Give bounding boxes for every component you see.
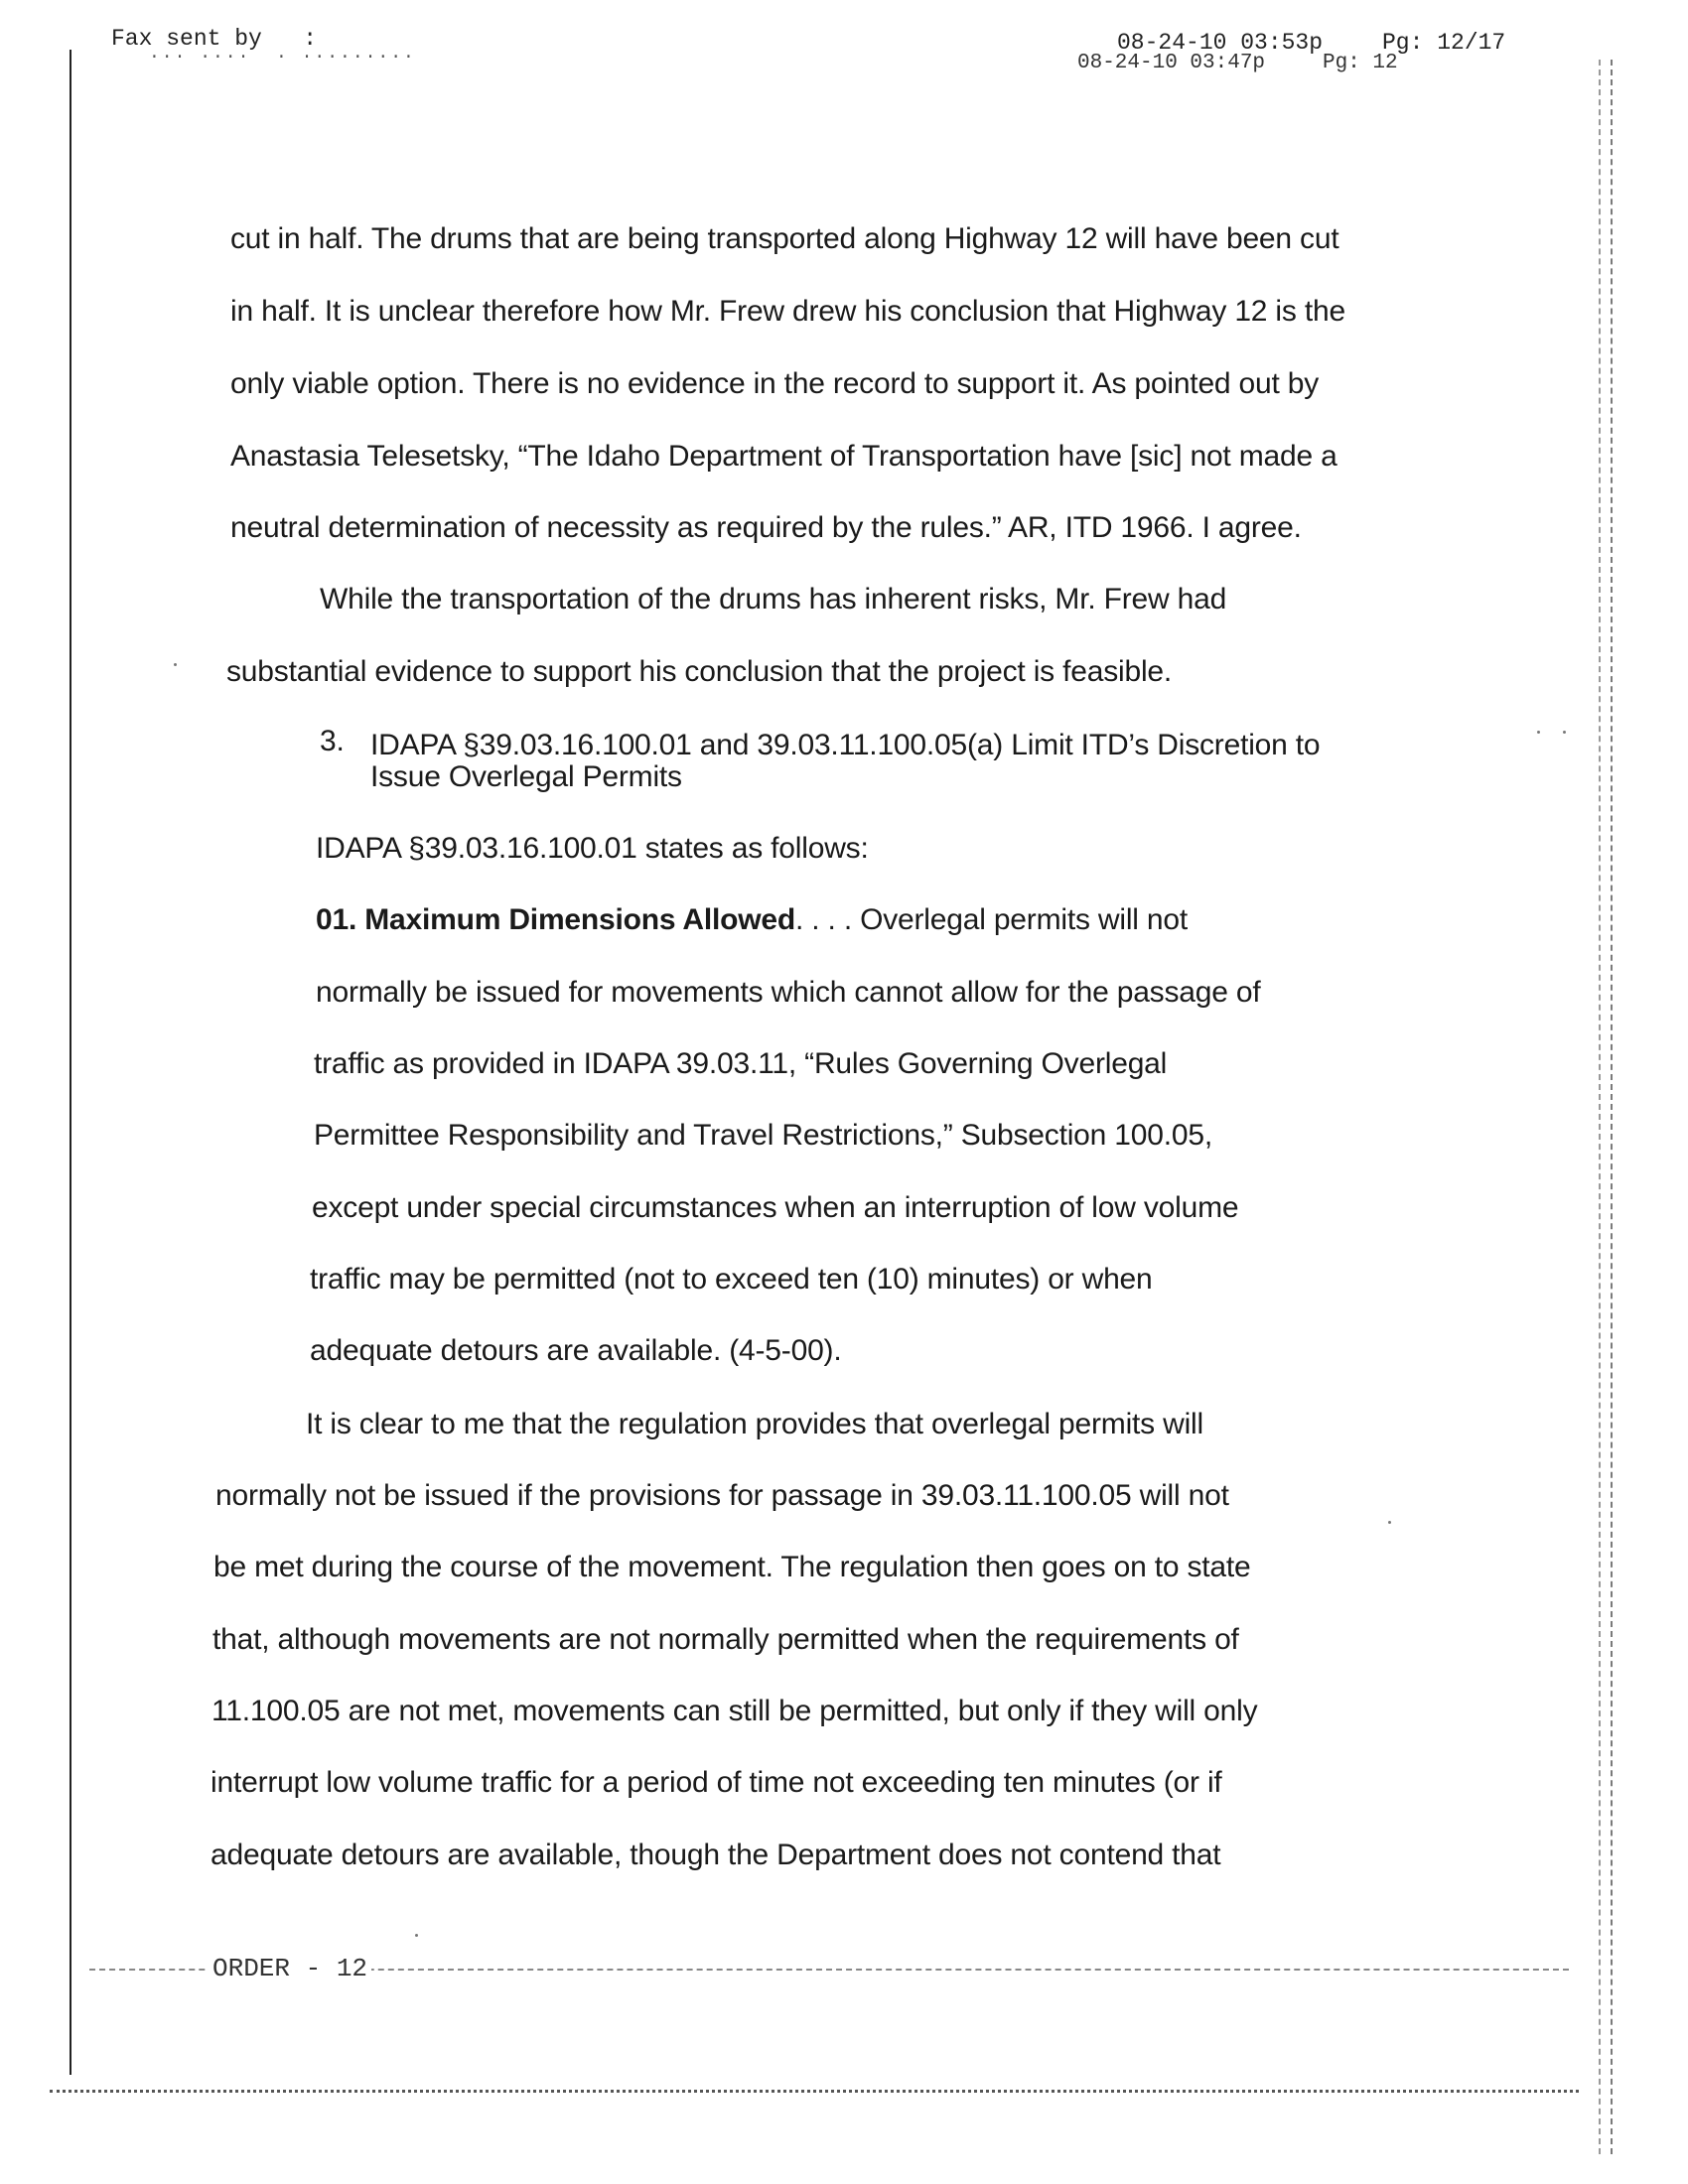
scan-speck [174, 663, 177, 666]
body-line: substantial evidence to support his conclusion that the project is feasible. [226, 655, 1173, 688]
quote-first-line [316, 903, 1188, 937]
body-line: only viable option. There is no evidence in the record to support it. As pointed out by [230, 367, 1320, 400]
body-line: that, although movements are not normally permitted when the requirements of [212, 1623, 1239, 1656]
section-number: 3. [320, 725, 345, 757]
quote-bold-lead: 01. Maximum Dimensions Allowed [316, 903, 796, 936]
quote-line: adequate detours are available. (4-5-00). [310, 1334, 842, 1367]
section-heading-line: Issue Overlegal Permits [370, 760, 682, 793]
body-line: 11.100.05 are not met, movements can still be permitted, but only if they will only [211, 1695, 1258, 1727]
body-line: Anastasia Telesetsky, “The Idaho Department of Transportation have [sic] not made a [230, 440, 1337, 473]
body-line: interrupt low volume traffic for a period of time not exceeding ten minutes (or if [211, 1766, 1222, 1799]
fax-underlay-page: Pg: 12 [1323, 52, 1398, 74]
fax-sent-by-underlay: ... .... . ......... [149, 44, 416, 64]
quote-line: normally be issued for movements which cannot allow for the passage of [316, 976, 1261, 1009]
fax-timestamp: 08-24-10 03:53p [1117, 30, 1324, 56]
fax-page-number: Pg: 12/17 [1382, 30, 1506, 56]
body-line: neutral determination of necessity as required by the rules.” AR, ITD 1966. I agree. [230, 511, 1302, 544]
scan-speck [415, 1934, 418, 1937]
body-line: cut in half. The drums that are being transported along Highway 12 will have been cut [230, 222, 1339, 255]
right-edge-artifact [1599, 60, 1613, 2154]
quote-first-line-rest: . . . . Overlegal permits will not [795, 903, 1189, 936]
body-line: While the transportation of the drums has inherent risks, Mr. Frew had [320, 583, 1227, 615]
fax-underlay-timestamp: 08-24-10 03:47p [1077, 52, 1266, 74]
page-footer: ORDER - 12 [209, 1954, 371, 1983]
quote-line: Permittee Responsibility and Travel Restrictions,” Subsection 100.05, [314, 1119, 1212, 1152]
fax-sent-by: Fax sent by : [111, 26, 318, 52]
left-margin-rule [70, 50, 71, 2075]
quote-line: traffic may be permitted (not to exceed ten (10) minutes) or when [310, 1263, 1153, 1296]
body-line: in half. It is unclear therefore how Mr. Frew drew his conclusion that Highway 12 is the [230, 295, 1345, 328]
body-line: be met during the course of the movement. The regulation then goes on to state [213, 1551, 1251, 1583]
quote-line: traffic as provided in IDAPA 39.03.11, “Rules Governing Overlegal [314, 1047, 1168, 1080]
body-line: It is clear to me that the regulation provides that overlegal permits will [306, 1408, 1203, 1440]
body-line: normally not be issued if the provisions for passage in 39.03.11.100.05 will not [215, 1479, 1229, 1512]
body-line: adequate detours are available, though the Department does not contend that [211, 1839, 1221, 1871]
bottom-edge-rule [50, 2090, 1579, 2093]
scan-speck [1388, 1521, 1391, 1524]
scan-speck [1563, 731, 1566, 734]
quote-line: except under special circumstances when an interruption of low volume [312, 1191, 1239, 1224]
quote-intro: IDAPA §39.03.16.100.01 states as follows: [316, 832, 869, 865]
scan-speck [1537, 731, 1540, 734]
section-heading-line: IDAPA §39.03.16.100.01 and 39.03.11.100.05(a) Limit ITD’s Discretion to [370, 729, 1321, 761]
